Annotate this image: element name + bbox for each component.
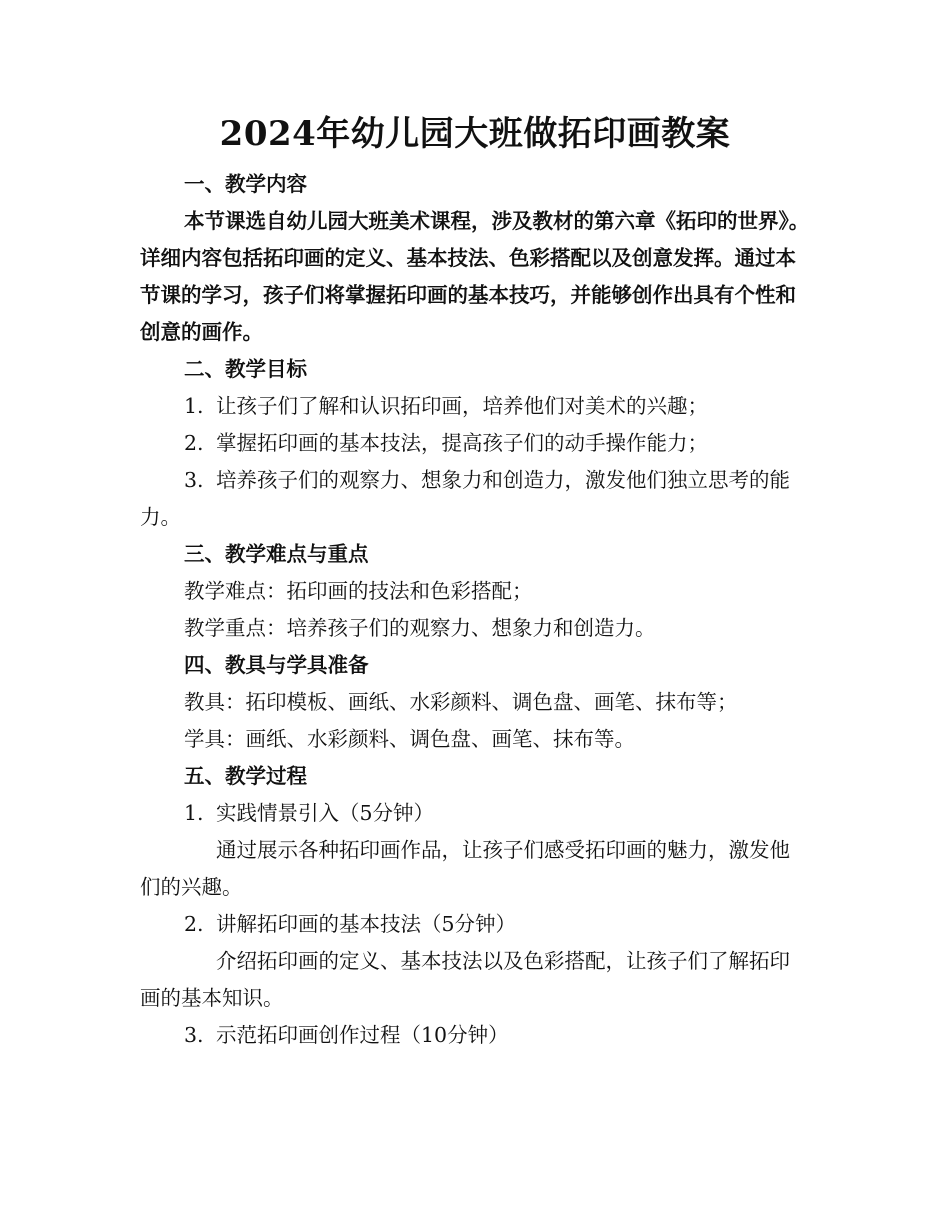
document-page [140, 108, 810, 1054]
process-step-desc: 介绍拓印画的定义、基本技法以及色彩搭配，让孩子们了解拓印画的基本知识。 [140, 949, 790, 1010]
section-heading-process: 五、教学过程 [184, 764, 307, 788]
step-title: 示范拓印画创作过程（10分钟） [216, 1023, 509, 1047]
goal-item [140, 425, 810, 462]
section-heading-tools: 四、教具与学具准备 [184, 653, 369, 677]
key-point-text: 教学重点：培养孩子们的观察力、想象力和创造力。 [184, 616, 656, 640]
process-step-desc: 通过展示各种拓印画作品，让孩子们感受拓印画的魅力，激发他们的兴趣。 [140, 838, 790, 899]
goal-item [140, 388, 810, 425]
goal-text: 掌握拓印画的基本技法，提高孩子们的动手操作能力； [216, 431, 708, 455]
section-heading-content: 一、教学内容 [184, 172, 307, 196]
process-step-title [140, 906, 810, 943]
goal-number: 2. [184, 431, 204, 455]
teacher-tools-text: 教具：拓印模板、画纸、水彩颜料、调色盘、画笔、抹布等； [184, 690, 738, 714]
step-title: 讲解拓印画的基本技法（5分钟） [216, 912, 517, 936]
step-number: 3. [184, 1023, 204, 1047]
step-number: 1. [184, 801, 204, 825]
process-step-title [140, 795, 810, 832]
goal-number: 3. [184, 468, 204, 492]
step-title: 实践情景引入（5分钟） [216, 801, 435, 825]
difficulty-text: 教学难点：拓印画的技法和色彩搭配； [184, 579, 533, 603]
goal-text: 培养孩子们的观察力、想象力和创造力，激发他们独立思考的能力。 [140, 468, 790, 529]
goal-item [140, 462, 810, 536]
process-step-title [140, 1017, 810, 1054]
goal-number: 1. [184, 394, 204, 418]
content-paragraph: 本节课选自幼儿园大班美术课程，涉及教材的第六章《拓印的世界》。详细内容包括拓印画的定义、基本技法、色彩搭配以及创意发挥。通过本节课的学习，孩子们将掌握拓印画的基本技巧，并能够创作出具有个性和创意的画作。 [140, 209, 810, 344]
document-title: 2024年幼儿园大班做拓印画教案 [219, 114, 731, 154]
goal-text: 让孩子们了解和认识拓印画，培养他们对美术的兴趣； [216, 394, 708, 418]
student-tools-text: 学具：画纸、水彩颜料、调色盘、画笔、抹布等。 [184, 727, 635, 751]
section-heading-difficulty: 三、教学难点与重点 [184, 542, 369, 566]
section-heading-goals: 二、教学目标 [184, 357, 307, 381]
step-number: 2. [184, 912, 204, 936]
